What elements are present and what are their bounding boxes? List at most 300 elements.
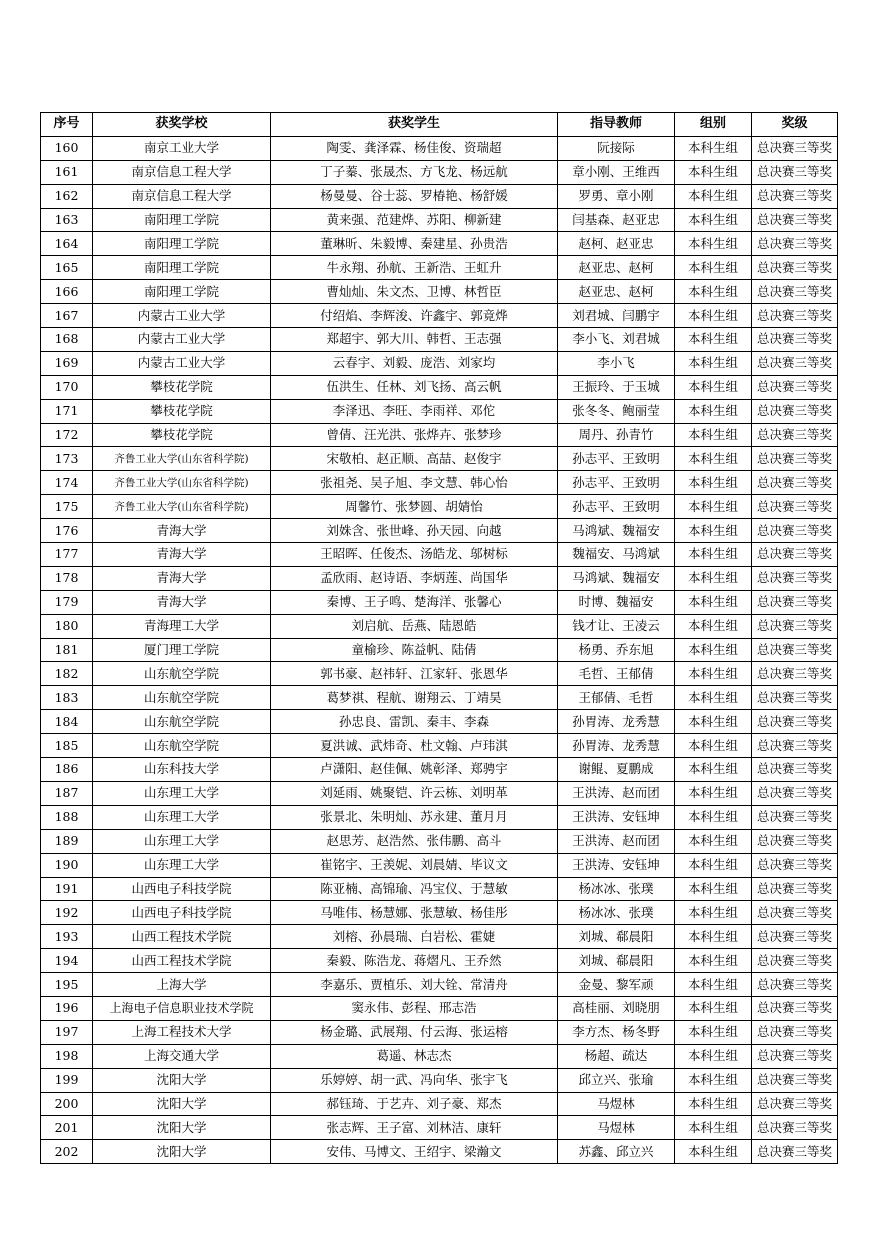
cell-award: 总决赛三等奖 [752, 423, 838, 447]
cell-students: 窦永伟、彭程、邢志浩 [271, 996, 558, 1020]
cell-group: 本科生组 [675, 328, 752, 352]
cell-number: 191 [41, 877, 93, 901]
cell-award: 总决赛三等奖 [752, 280, 838, 304]
cell-students: 童榆珍、陈益帆、陆倩 [271, 638, 558, 662]
cell-award: 总决赛三等奖 [752, 447, 838, 471]
cell-number: 200 [41, 1092, 93, 1116]
cell-school: 攀枝花学院 [93, 375, 271, 399]
cell-number: 178 [41, 566, 93, 590]
cell-students: 崔铭宇、王羡妮、刘晨婧、毕议文 [271, 853, 558, 877]
table-row [41, 256, 838, 280]
cell-school: 南阳理工学院 [93, 232, 271, 256]
cell-school: 上海大学 [93, 973, 271, 997]
cell-number: 177 [41, 543, 93, 567]
cell-school: 上海工程技术大学 [93, 1020, 271, 1044]
cell-teacher: 孙胃涛、龙秀慧 [558, 710, 675, 734]
header-school: 获奖学校 [93, 113, 271, 137]
cell-number: 179 [41, 590, 93, 614]
table-row [41, 1068, 838, 1092]
cell-school: 内蒙古工业大学 [93, 304, 271, 328]
cell-teacher: 李小飞、刘君城 [558, 328, 675, 352]
cell-number: 170 [41, 375, 93, 399]
table-row [41, 973, 838, 997]
cell-number: 175 [41, 495, 93, 519]
cell-award: 总决赛三等奖 [752, 781, 838, 805]
cell-teacher: 刘君城、闫鹏宇 [558, 304, 675, 328]
cell-teacher: 阮接际 [558, 136, 675, 160]
cell-award: 总决赛三等奖 [752, 351, 838, 375]
cell-teacher: 杨冰冰、张璞 [558, 901, 675, 925]
cell-teacher: 王洪涛、赵而团 [558, 829, 675, 853]
cell-teacher: 李小飞 [558, 351, 675, 375]
cell-group: 本科生组 [675, 853, 752, 877]
cell-number: 174 [41, 471, 93, 495]
cell-school: 山东理工大学 [93, 805, 271, 829]
table-row [41, 638, 838, 662]
cell-group: 本科生组 [675, 304, 752, 328]
table-row [41, 1116, 838, 1140]
table-row [41, 710, 838, 734]
cell-students: 杨曼曼、谷士蕊、罗椿艳、杨舒媛 [271, 184, 558, 208]
table-row [41, 805, 838, 829]
cell-award: 总决赛三等奖 [752, 256, 838, 280]
cell-number: 163 [41, 208, 93, 232]
cell-number: 168 [41, 328, 93, 352]
cell-number: 171 [41, 399, 93, 423]
cell-group: 本科生组 [675, 495, 752, 519]
cell-teacher: 马煜林 [558, 1092, 675, 1116]
cell-number: 181 [41, 638, 93, 662]
cell-award: 总决赛三等奖 [752, 495, 838, 519]
cell-teacher: 时博、魏福安 [558, 590, 675, 614]
cell-award: 总决赛三等奖 [752, 662, 838, 686]
cell-students: 李嘉乐、贾植乐、刘大铨、常清舟 [271, 973, 558, 997]
cell-number: 162 [41, 184, 93, 208]
table-row [41, 160, 838, 184]
cell-school: 山西电子科技学院 [93, 877, 271, 901]
cell-award: 总决赛三等奖 [752, 1044, 838, 1068]
cell-students: 周馨竹、张梦圆、胡婧怡 [271, 495, 558, 519]
header-award: 奖级 [752, 113, 838, 137]
table-row [41, 543, 838, 567]
cell-school: 齐鲁工业大学(山东省科学院) [93, 447, 271, 471]
cell-school: 上海电子信息职业技术学院 [93, 996, 271, 1020]
cell-number: 199 [41, 1068, 93, 1092]
cell-group: 本科生组 [675, 399, 752, 423]
cell-number: 173 [41, 447, 93, 471]
cell-school: 山东航空学院 [93, 734, 271, 758]
cell-students: 郭书豪、赵祎轩、江家轩、张恩华 [271, 662, 558, 686]
table-row [41, 447, 838, 471]
cell-number: 183 [41, 686, 93, 710]
cell-teacher: 刘城、郗晨阳 [558, 949, 675, 973]
cell-number: 164 [41, 232, 93, 256]
cell-award: 总决赛三等奖 [752, 996, 838, 1020]
cell-students: 秦毅、陈浩龙、蒋熠凡、王乔然 [271, 949, 558, 973]
table-row [41, 1020, 838, 1044]
table-row [41, 662, 838, 686]
cell-award: 总决赛三等奖 [752, 519, 838, 543]
cell-teacher: 杨冰冰、张璞 [558, 877, 675, 901]
cell-group: 本科生组 [675, 925, 752, 949]
cell-students: 陶雯、龚泽霖、杨佳俊、资瑞超 [271, 136, 558, 160]
table-row [41, 781, 838, 805]
cell-students: 葛遥、林志杰 [271, 1044, 558, 1068]
cell-number: 182 [41, 662, 93, 686]
cell-teacher: 孙志平、王致明 [558, 447, 675, 471]
cell-teacher: 杨勇、乔东旭 [558, 638, 675, 662]
cell-number: 167 [41, 304, 93, 328]
cell-teacher: 马鸿斌、魏福安 [558, 566, 675, 590]
cell-school: 厦门理工学院 [93, 638, 271, 662]
cell-group: 本科生组 [675, 351, 752, 375]
cell-group: 本科生组 [675, 901, 752, 925]
cell-school: 齐鲁工业大学(山东省科学院) [93, 471, 271, 495]
cell-teacher: 王郁倩、毛哲 [558, 686, 675, 710]
cell-award: 总决赛三等奖 [752, 925, 838, 949]
cell-award: 总决赛三等奖 [752, 232, 838, 256]
cell-number: 188 [41, 805, 93, 829]
cell-school: 山东航空学院 [93, 686, 271, 710]
cell-number: 169 [41, 351, 93, 375]
cell-award: 总决赛三等奖 [752, 949, 838, 973]
cell-group: 本科生组 [675, 1116, 752, 1140]
cell-school: 山东航空学院 [93, 710, 271, 734]
table-row [41, 590, 838, 614]
cell-award: 总决赛三等奖 [752, 160, 838, 184]
cell-group: 本科生组 [675, 256, 752, 280]
cell-teacher: 赵亚忠、赵柯 [558, 280, 675, 304]
table-row [41, 471, 838, 495]
cell-school: 攀枝花学院 [93, 423, 271, 447]
table-row [41, 877, 838, 901]
cell-group: 本科生组 [675, 1044, 752, 1068]
cell-school: 内蒙古工业大学 [93, 328, 271, 352]
table-row [41, 184, 838, 208]
cell-award: 总决赛三等奖 [752, 877, 838, 901]
cell-teacher: 杨超、疏达 [558, 1044, 675, 1068]
cell-group: 本科生组 [675, 949, 752, 973]
cell-number: 194 [41, 949, 93, 973]
table-row [41, 901, 838, 925]
cell-school: 南阳理工学院 [93, 280, 271, 304]
cell-students: 杨金璐、武展翔、付云海、张运榕 [271, 1020, 558, 1044]
table-row [41, 208, 838, 232]
cell-group: 本科生组 [675, 471, 752, 495]
cell-group: 本科生组 [675, 1068, 752, 1092]
cell-group: 本科生组 [675, 614, 752, 638]
cell-group: 本科生组 [675, 423, 752, 447]
cell-students: 夏洪诚、武炜奇、杜文翰、卢玮淇 [271, 734, 558, 758]
cell-award: 总决赛三等奖 [752, 805, 838, 829]
cell-teacher: 马煜林 [558, 1116, 675, 1140]
cell-group: 本科生组 [675, 184, 752, 208]
header-group: 组别 [675, 113, 752, 137]
cell-group: 本科生组 [675, 543, 752, 567]
award-table-page [40, 112, 837, 1164]
cell-group: 本科生组 [675, 447, 752, 471]
cell-teacher: 赵柯、赵亚忠 [558, 232, 675, 256]
table-row [41, 734, 838, 758]
cell-school: 山东理工大学 [93, 853, 271, 877]
cell-teacher: 孙志平、王致明 [558, 495, 675, 519]
cell-award: 总决赛三等奖 [752, 614, 838, 638]
cell-group: 本科生组 [675, 638, 752, 662]
cell-number: 189 [41, 829, 93, 853]
table-row [41, 375, 838, 399]
table-row [41, 996, 838, 1020]
cell-school: 沈阳大学 [93, 1068, 271, 1092]
header-number: 序号 [41, 113, 93, 137]
cell-school: 南京信息工程大学 [93, 160, 271, 184]
cell-group: 本科生组 [675, 160, 752, 184]
cell-students: 牛永翔、孙航、王新浩、王虹升 [271, 256, 558, 280]
table-row [41, 566, 838, 590]
cell-award: 总决赛三等奖 [752, 734, 838, 758]
cell-students: 云春宇、刘毅、庞浩、刘家均 [271, 351, 558, 375]
cell-school: 青海大学 [93, 566, 271, 590]
header-students: 获奖学生 [271, 113, 558, 137]
cell-school: 青海理工大学 [93, 614, 271, 638]
cell-students: 曾倩、汪光洪、张烨卉、张梦珍 [271, 423, 558, 447]
cell-award: 总决赛三等奖 [752, 758, 838, 782]
cell-award: 总决赛三等奖 [752, 901, 838, 925]
cell-award: 总决赛三等奖 [752, 566, 838, 590]
cell-group: 本科生组 [675, 136, 752, 160]
cell-group: 本科生组 [675, 280, 752, 304]
table-row [41, 423, 838, 447]
cell-number: 195 [41, 973, 93, 997]
cell-award: 总决赛三等奖 [752, 686, 838, 710]
table-row [41, 304, 838, 328]
table-row [41, 829, 838, 853]
cell-award: 总决赛三等奖 [752, 829, 838, 853]
cell-students: 宋敬柏、赵正顺、高喆、赵俊宇 [271, 447, 558, 471]
cell-number: 160 [41, 136, 93, 160]
table-row [41, 614, 838, 638]
cell-students: 赵思芳、赵浩然、张伟鹏、高斗 [271, 829, 558, 853]
cell-students: 伍洪生、任林、刘飞扬、高云帆 [271, 375, 558, 399]
cell-students: 王昭晖、任俊杰、汤皓龙、邬树标 [271, 543, 558, 567]
table-body [41, 136, 838, 1163]
table-row [41, 280, 838, 304]
cell-school: 沈阳大学 [93, 1116, 271, 1140]
cell-school: 山东理工大学 [93, 781, 271, 805]
cell-school: 内蒙古工业大学 [93, 351, 271, 375]
cell-school: 南阳理工学院 [93, 256, 271, 280]
cell-teacher: 谢鲲、夏鹏成 [558, 758, 675, 782]
cell-number: 187 [41, 781, 93, 805]
cell-students: 乐婷婷、胡一武、冯向华、张宇飞 [271, 1068, 558, 1092]
cell-group: 本科生组 [675, 566, 752, 590]
header-teacher: 指导教师 [558, 113, 675, 137]
cell-award: 总决赛三等奖 [752, 853, 838, 877]
cell-students: 郝钰琦、于艺卉、刘子豪、郑杰 [271, 1092, 558, 1116]
cell-school: 齐鲁工业大学(山东省科学院) [93, 495, 271, 519]
cell-school: 攀枝花学院 [93, 399, 271, 423]
cell-award: 总决赛三等奖 [752, 304, 838, 328]
cell-students: 李泽迅、李旺、李雨祥、邓佗 [271, 399, 558, 423]
cell-number: 198 [41, 1044, 93, 1068]
cell-teacher: 邱立兴、张瑜 [558, 1068, 675, 1092]
cell-award: 总决赛三等奖 [752, 208, 838, 232]
cell-award: 总决赛三等奖 [752, 1020, 838, 1044]
cell-group: 本科生组 [675, 758, 752, 782]
cell-group: 本科生组 [675, 996, 752, 1020]
cell-students: 秦博、王子鸣、楚海洋、张馨心 [271, 590, 558, 614]
cell-teacher: 金曼、黎军顽 [558, 973, 675, 997]
cell-students: 葛梦祺、程航、谢翔云、丁靖昊 [271, 686, 558, 710]
cell-number: 166 [41, 280, 93, 304]
cell-group: 本科生组 [675, 805, 752, 829]
cell-group: 本科生组 [675, 1020, 752, 1044]
cell-award: 总决赛三等奖 [752, 543, 838, 567]
cell-school: 沈阳大学 [93, 1092, 271, 1116]
cell-teacher: 李方杰、杨冬野 [558, 1020, 675, 1044]
cell-school: 南阳理工学院 [93, 208, 271, 232]
cell-award: 总决赛三等奖 [752, 1068, 838, 1092]
cell-students: 孙忠良、雷凯、秦丰、李森 [271, 710, 558, 734]
cell-teacher: 高桂丽、刘晓朋 [558, 996, 675, 1020]
cell-number: 193 [41, 925, 93, 949]
cell-teacher: 章小刚、王维西 [558, 160, 675, 184]
cell-teacher: 周丹、孙青竹 [558, 423, 675, 447]
cell-number: 176 [41, 519, 93, 543]
cell-students: 安伟、马博文、王绍宇、梁瀚文 [271, 1140, 558, 1164]
table-row [41, 686, 838, 710]
cell-group: 本科生组 [675, 829, 752, 853]
cell-award: 总决赛三等奖 [752, 590, 838, 614]
cell-students: 张祖尧、吴子旭、李文慧、韩心怡 [271, 471, 558, 495]
cell-number: 192 [41, 901, 93, 925]
cell-school: 山东航空学院 [93, 662, 271, 686]
table-row [41, 949, 838, 973]
cell-number: 190 [41, 853, 93, 877]
cell-teacher: 王洪涛、安钰坤 [558, 805, 675, 829]
table-row [41, 758, 838, 782]
table-row [41, 232, 838, 256]
cell-teacher: 毛哲、王郁倩 [558, 662, 675, 686]
table-row [41, 925, 838, 949]
cell-number: 165 [41, 256, 93, 280]
cell-group: 本科生组 [675, 590, 752, 614]
cell-school: 上海交通大学 [93, 1044, 271, 1068]
cell-students: 丁子蓁、张晟杰、方飞龙、杨远航 [271, 160, 558, 184]
table-row [41, 351, 838, 375]
cell-teacher: 赵亚忠、赵柯 [558, 256, 675, 280]
table-row [41, 328, 838, 352]
cell-students: 陈亚楠、高锦瑜、冯宝仪、于慧敏 [271, 877, 558, 901]
cell-number: 186 [41, 758, 93, 782]
cell-group: 本科生组 [675, 519, 752, 543]
cell-award: 总决赛三等奖 [752, 638, 838, 662]
table-row [41, 1140, 838, 1164]
cell-group: 本科生组 [675, 232, 752, 256]
cell-school: 青海大学 [93, 519, 271, 543]
cell-students: 马唯伟、杨慧娜、张慧敏、杨佳彤 [271, 901, 558, 925]
cell-school: 青海大学 [93, 590, 271, 614]
cell-students: 刘启航、岳燕、陆恩皓 [271, 614, 558, 638]
cell-teacher: 王洪涛、安钰坤 [558, 853, 675, 877]
cell-teacher: 刘城、郗晨阳 [558, 925, 675, 949]
cell-teacher: 罗勇、章小刚 [558, 184, 675, 208]
cell-students: 刘榕、孙晨瑞、白岩松、霍婕 [271, 925, 558, 949]
cell-school: 南京工业大学 [93, 136, 271, 160]
cell-school: 山西电子科技学院 [93, 901, 271, 925]
cell-students: 付绍焰、李辉浚、许鑫宇、郭竟烨 [271, 304, 558, 328]
cell-students: 郑超宇、郭大川、韩哲、王志强 [271, 328, 558, 352]
cell-school: 山西工程技术学院 [93, 925, 271, 949]
cell-group: 本科生组 [675, 1140, 752, 1164]
cell-award: 总决赛三等奖 [752, 375, 838, 399]
cell-group: 本科生组 [675, 662, 752, 686]
cell-school: 山东理工大学 [93, 829, 271, 853]
cell-group: 本科生组 [675, 781, 752, 805]
table-row [41, 1092, 838, 1116]
cell-school: 南京信息工程大学 [93, 184, 271, 208]
table-header-row [41, 113, 838, 137]
cell-number: 185 [41, 734, 93, 758]
cell-students: 刘延雨、姚聚铠、许云栋、刘明革 [271, 781, 558, 805]
cell-teacher: 王振玲、于玉城 [558, 375, 675, 399]
cell-school: 山西工程技术学院 [93, 949, 271, 973]
cell-teacher: 孙志平、王致明 [558, 471, 675, 495]
cell-group: 本科生组 [675, 375, 752, 399]
cell-teacher: 钱才让、王凌云 [558, 614, 675, 638]
cell-award: 总决赛三等奖 [752, 136, 838, 160]
cell-number: 197 [41, 1020, 93, 1044]
cell-award: 总决赛三等奖 [752, 399, 838, 423]
cell-group: 本科生组 [675, 877, 752, 901]
cell-students: 卢潇阳、赵佳佩、姚彰泽、郑骋宇 [271, 758, 558, 782]
cell-teacher: 闫基森、赵亚忠 [558, 208, 675, 232]
table-row [41, 399, 838, 423]
cell-students: 黄来强、范建烨、苏阳、柳新建 [271, 208, 558, 232]
cell-students: 曹灿灿、朱文杰、卫博、林哲臣 [271, 280, 558, 304]
cell-group: 本科生组 [675, 686, 752, 710]
cell-award: 总决赛三等奖 [752, 1116, 838, 1140]
cell-teacher: 孙胃涛、龙秀慧 [558, 734, 675, 758]
table-row [41, 1044, 838, 1068]
cell-number: 172 [41, 423, 93, 447]
cell-award: 总决赛三等奖 [752, 710, 838, 734]
cell-group: 本科生组 [675, 1092, 752, 1116]
cell-number: 161 [41, 160, 93, 184]
cell-school: 沈阳大学 [93, 1140, 271, 1164]
cell-school: 山东科技大学 [93, 758, 271, 782]
cell-teacher: 马鸿斌、魏福安 [558, 519, 675, 543]
cell-group: 本科生组 [675, 973, 752, 997]
cell-award: 总决赛三等奖 [752, 471, 838, 495]
cell-students: 张景北、朱明灿、苏永建、董月月 [271, 805, 558, 829]
cell-teacher: 魏福安、马鸿斌 [558, 543, 675, 567]
cell-teacher: 张冬冬、鲍丽莹 [558, 399, 675, 423]
cell-number: 202 [41, 1140, 93, 1164]
table-row [41, 519, 838, 543]
cell-award: 总决赛三等奖 [752, 184, 838, 208]
award-table [40, 112, 838, 1164]
cell-award: 总决赛三等奖 [752, 1140, 838, 1164]
cell-number: 180 [41, 614, 93, 638]
table-row [41, 853, 838, 877]
cell-award: 总决赛三等奖 [752, 1092, 838, 1116]
cell-students: 董琳昕、朱毅博、秦建星、孙贵浩 [271, 232, 558, 256]
cell-award: 总决赛三等奖 [752, 973, 838, 997]
cell-students: 张志辉、王子富、刘林洁、康轩 [271, 1116, 558, 1140]
cell-teacher: 王洪涛、赵而团 [558, 781, 675, 805]
table-row [41, 495, 838, 519]
cell-teacher: 苏鑫、邱立兴 [558, 1140, 675, 1164]
